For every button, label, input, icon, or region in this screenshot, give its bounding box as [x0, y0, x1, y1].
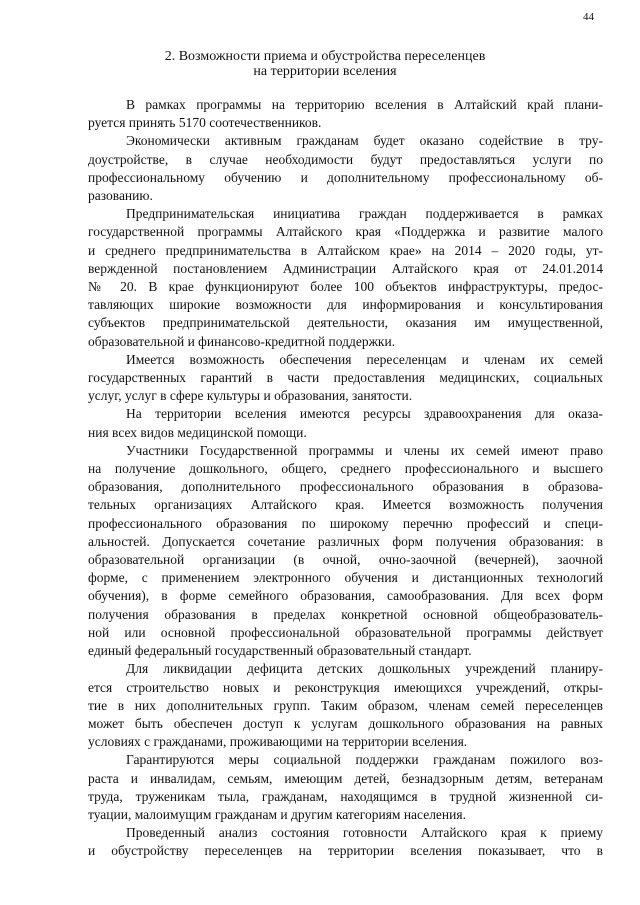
paragraph-8-line-4: туации, малоимущим гражданам и другим категориям населения.	[88, 806, 466, 822]
page-number: 44	[583, 11, 594, 23]
paragraph-6-line-2: на получение дошкольного, общего, среднего профессионального и высшего	[88, 461, 603, 477]
section-heading-line-1: 2. Возможности приема и обустройства переселенцев	[164, 49, 486, 64]
paragraph-4-line-3: услуг, услуг в сфере культуры и образования, занятости.	[88, 388, 413, 404]
paragraph-9-line-2: и обустройству переселенцев на территории вселения показывает, что в	[88, 843, 603, 859]
paragraph-7-line-3: тие в них дополнительных групп. Таким образом, членам семей переселенцев	[88, 697, 603, 713]
paragraph-6-line-6: альностей. Допускается сочетание различных форм получения образования: в	[88, 533, 603, 549]
paragraph-3-line-3: и среднего предпринимательства в Алтайском крае» на 2014 – 2020 годы, ут-	[88, 242, 603, 258]
paragraph-8-line-3: труда, труженикам тыла, гражданам, находящимся в трудной жизненной си-	[88, 788, 603, 804]
paragraph-7-line-2: ется строительство новых и реконструкция имеющихся учреждений, откры-	[88, 679, 603, 695]
paragraph-3-line-7: субъектов предпринимательской деятельности, оказания им имущественной,	[88, 315, 603, 331]
paragraph-4-line-2: государственных гарантий в части предоставления медицинских, социальных	[88, 370, 603, 386]
paragraph-6-line-5: профессионального образования по широкому перечню профессий и специ-	[88, 515, 603, 531]
paragraph-8-line-1: Гарантируются меры социальной поддержки гражданам пожилого воз-	[126, 752, 603, 768]
paragraph-9-line-1: Проведенный анализ состояния готовности Алтайского края к приему	[126, 825, 603, 841]
paragraph-2-line-2: доустройстве, в случае необходимости будут предоставляться услуги по	[88, 151, 603, 167]
paragraph-3-line-4: вержденной постановлением Администрации Алтайского края от 24.01.2014	[88, 260, 603, 276]
paragraph-5-line-1: На территории вселения имеются ресурсы здравоохранения для оказа-	[126, 406, 603, 422]
paragraph-2-line-4: разованию.	[88, 188, 153, 204]
paragraph-6-line-1: Участники Государственной программы и члены их семей имеют право	[126, 442, 603, 458]
paragraph-2-line-1: Экономически активным гражданам будет оказано содействие в тру-	[126, 133, 603, 149]
paragraph-6-line-7: образовательной организации (в очной, очно-заочной (вечерней), заочной	[88, 552, 603, 568]
paragraph-3-line-1: Предпринимательская инициатива граждан поддерживается в рамках	[126, 206, 603, 222]
paragraph-3-line-5: № 20. В крае функционируют более 100 объектов инфраструктуры, предос-	[88, 279, 603, 295]
section-heading-line-2: на территории вселения	[253, 64, 397, 79]
paragraph-6-line-10: получения образования в пределах конкретной основной общеобразователь-	[88, 606, 603, 622]
paragraph-1-line-1: В рамках программы на территорию вселения в Алтайский край плани-	[126, 97, 603, 112]
paragraph-2-line-3: профессиональному обучению и дополнительному профессиональному об-	[88, 169, 603, 185]
paragraph-6-line-12: единый федеральный государственный образовательный стандарт.	[88, 643, 472, 659]
paragraph-3-line-8: образовательной и финансово-кредитной поддержки.	[88, 333, 396, 349]
section-heading	[55, 49, 595, 79]
paragraph-7-line-1: Для ликвидации дефицита детских дошкольных учреждений планиру-	[126, 661, 603, 677]
paragraph-5-line-2: ния всех видов медицинской помощи.	[88, 424, 307, 440]
paragraph-7-line-5: условиях с гражданами, проживающими на территории вселения.	[88, 734, 468, 750]
paragraph-6-line-8: форме, с применением электронного обучения и дистанционных технологий	[88, 570, 603, 586]
paragraph-1-line-2: руется принять 5170 соотечественников.	[88, 115, 322, 131]
paragraph-3-line-6: тавляющих широкие возможности для информирования и консультирования	[88, 297, 603, 313]
paragraph-4-line-1: Имеется возможность обеспечения переселенцам и членам их семей	[126, 351, 603, 367]
paragraph-7-line-4: может быть обеспечен доступ к услугам дошкольного образования на равных	[88, 715, 603, 731]
paragraph-6-line-11: ной или основной профессиональной образовательной программы действует	[88, 624, 603, 640]
paragraph-8-line-2: раста и инвалидам, семьям, имеющим детей, безнадзорным детям, ветеранам	[88, 770, 603, 786]
body-text	[88, 96, 603, 861]
paragraph-6-line-4: тельных организациях Алтайского края. Имеется возможность получения	[88, 497, 603, 513]
paragraph-6-line-9: обучения), в форме семейного образования, самообразования. Для всех форм	[88, 588, 603, 604]
paragraph-6-line-3: образования, дополнительного профессионального образования в образова-	[88, 479, 603, 495]
paragraph-3-line-2: государственной программы Алтайского края «Поддержка и развитие малого	[88, 224, 603, 240]
